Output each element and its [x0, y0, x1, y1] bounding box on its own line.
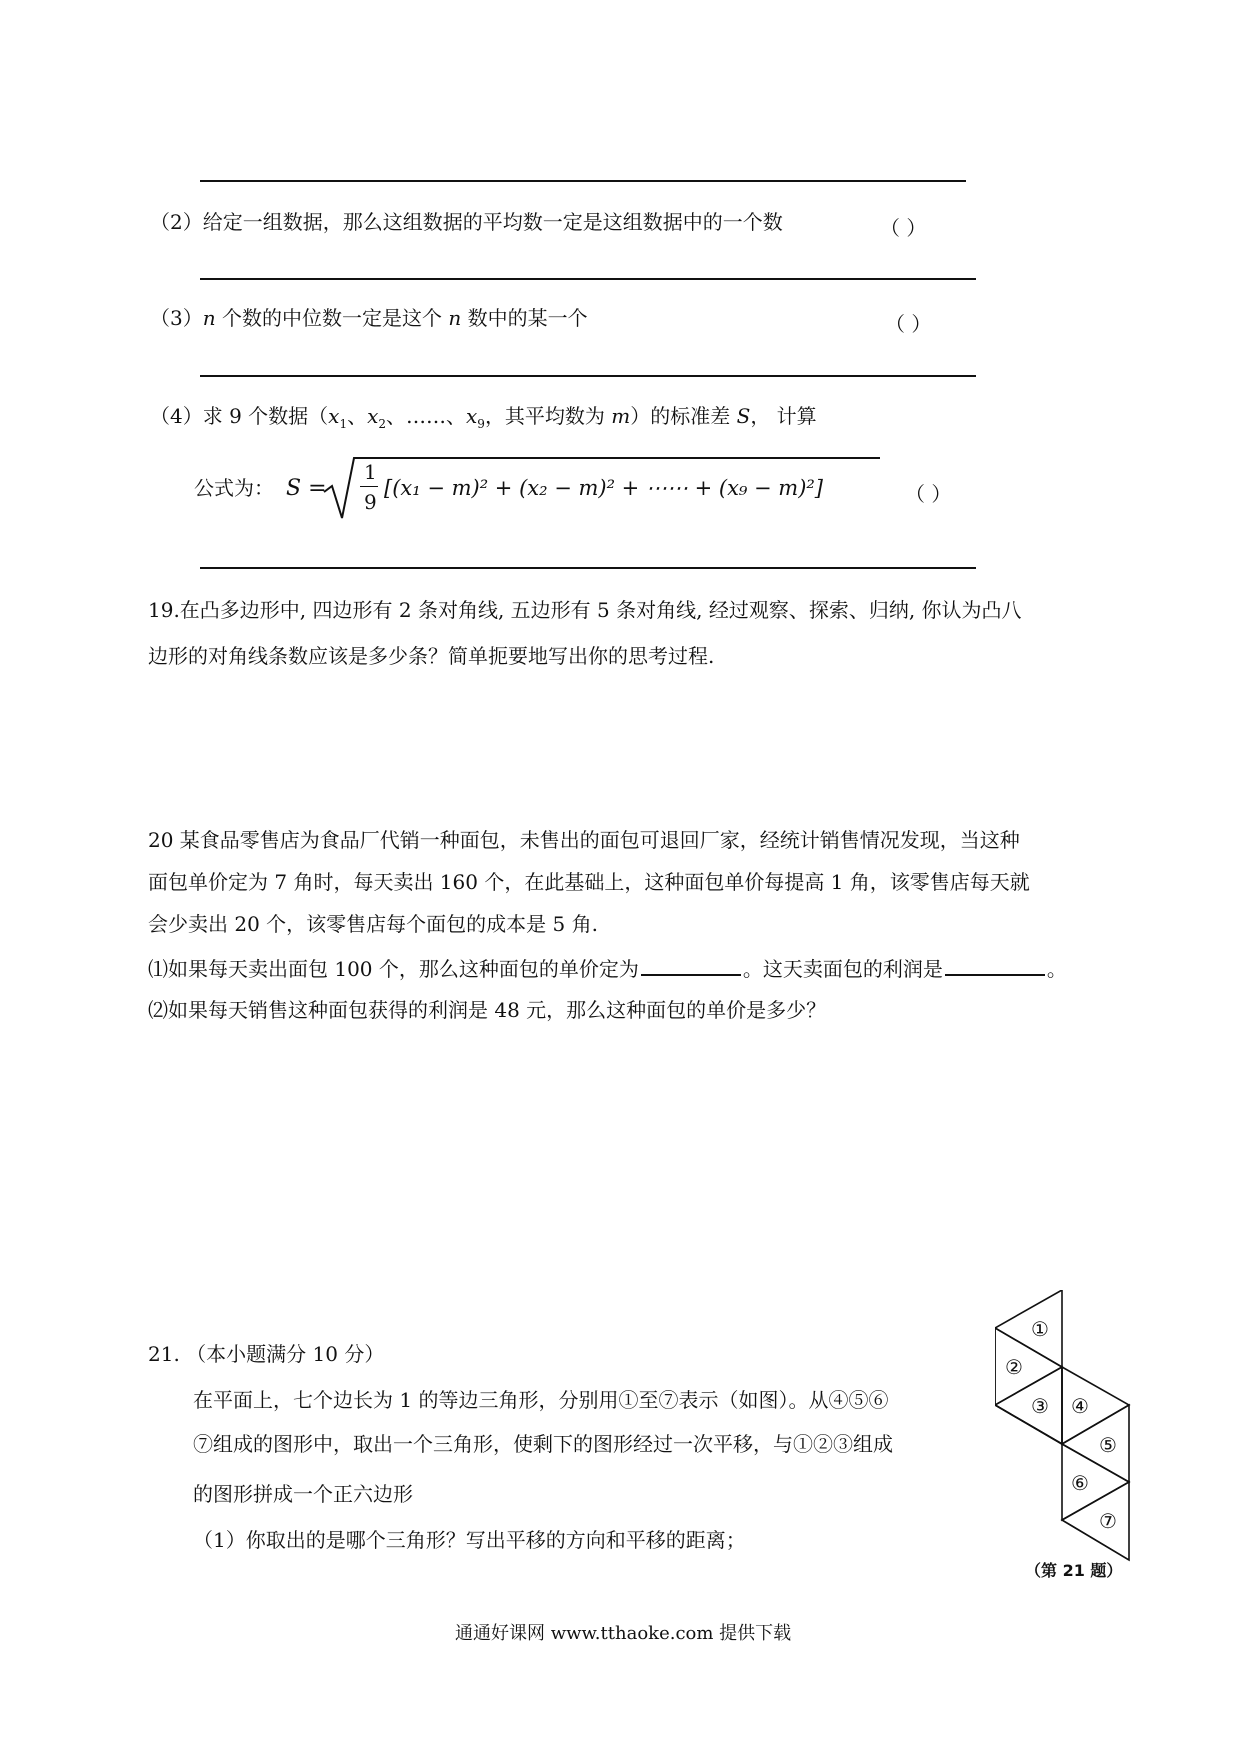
q21-line-1: 在平面上，七个边长为 1 的等边三角形，分别用①至⑦表示（如图）。从④⑤⑥	[193, 1388, 889, 1412]
triangle-figure	[995, 1290, 1155, 1580]
fraction-numerator: 1	[364, 460, 377, 484]
q21-sub-1: （1）你取出的是哪个三角形？写出平移的方向和平移的距离；	[193, 1528, 746, 1552]
label-2: ②	[1005, 1355, 1023, 1379]
q20-line-2: 面包单价定为 7 角时，每天卖出 160 个，在此基础上，这种面包单价每提高 1 角，该零售店每天就	[148, 870, 1030, 894]
figure-caption: （第 21 题）	[1025, 1561, 1123, 1580]
q18-item-3: （3）n 个数的中位数一定是这个 n 数中的某一个	[150, 306, 588, 330]
label-1: ①	[1031, 1317, 1049, 1341]
blank-price[interactable]	[641, 956, 741, 976]
q21-heading: 21. （本小题满分 10 分）	[148, 1342, 385, 1366]
q20-sub-2: ⑵如果每天销售这种面包获得的利润是 48 元，那么这种面包的单价是多少？	[148, 998, 827, 1022]
page-footer: 通通好课网 www.tthaoke.com 提供下载	[455, 1623, 792, 1644]
formula-lhs: S =	[286, 476, 327, 501]
q18-item-2: （2）给定一组数据，那么这组数据的平均数一定是这组数据中的一个数	[150, 210, 783, 234]
answer-line	[200, 278, 976, 280]
label-7: ⑦	[1099, 1509, 1117, 1533]
answer-line	[200, 567, 976, 569]
answer-line	[200, 375, 976, 377]
label-6: ⑥	[1071, 1471, 1089, 1495]
label-3: ③	[1031, 1394, 1049, 1418]
formula-body: [(x₁ − m)² + (x₂ − m)² + ⋯⋯ + (x₉ − m)²]	[384, 476, 824, 500]
formula-label: 公式为：	[194, 476, 274, 500]
q20-line-3: 会少卖出 20 个，该零售店每个面包的成本是 5 角.	[148, 912, 598, 936]
label-4: ④	[1071, 1394, 1089, 1418]
q18-item-3-paren: （ ）	[885, 312, 932, 336]
q18-item-4-paren: （ ）	[905, 482, 952, 506]
answer-line	[200, 180, 966, 182]
q20-sub-1: ⑴如果每天卖出面包 100 个，那么这种面包的单价定为 。这天卖面包的利润是 。	[148, 957, 1067, 981]
q19-line-2: 边形的对角线条数应该是多少条？简单扼要地写出你的思考过程.	[148, 644, 715, 668]
q21-line-2: ⑦组成的图形中，取出一个三角形，使剩下的图形经过一次平移，与①②③组成	[193, 1432, 893, 1456]
fraction-denominator: 9	[364, 490, 377, 514]
q21-line-3: 的图形拼成一个正六边形	[193, 1482, 413, 1506]
q19-line-1: 19.在凸多边形中, 四边形有 2 条对角线, 五边形有 5 条对角线, 经过观察、探索、归纳, 你认为凸八	[148, 598, 1022, 622]
q20-line-1: 20 某食品零售店为食品厂代销一种面包，未售出的面包可退回厂家，经统计销售情况发现，当这种	[148, 828, 1020, 852]
blank-profit[interactable]	[945, 956, 1045, 976]
q18-item-2-paren: （ ）	[880, 216, 927, 240]
std-dev-formula	[194, 442, 834, 522]
label-5: ⑤	[1099, 1433, 1117, 1457]
fraction-bar	[360, 486, 378, 487]
q18-item-4: （4）求 9 个数据（$x_1$、$x_2$、……、$x_9$，其平均数为 m）的标准差 S， 计算	[150, 404, 817, 431]
